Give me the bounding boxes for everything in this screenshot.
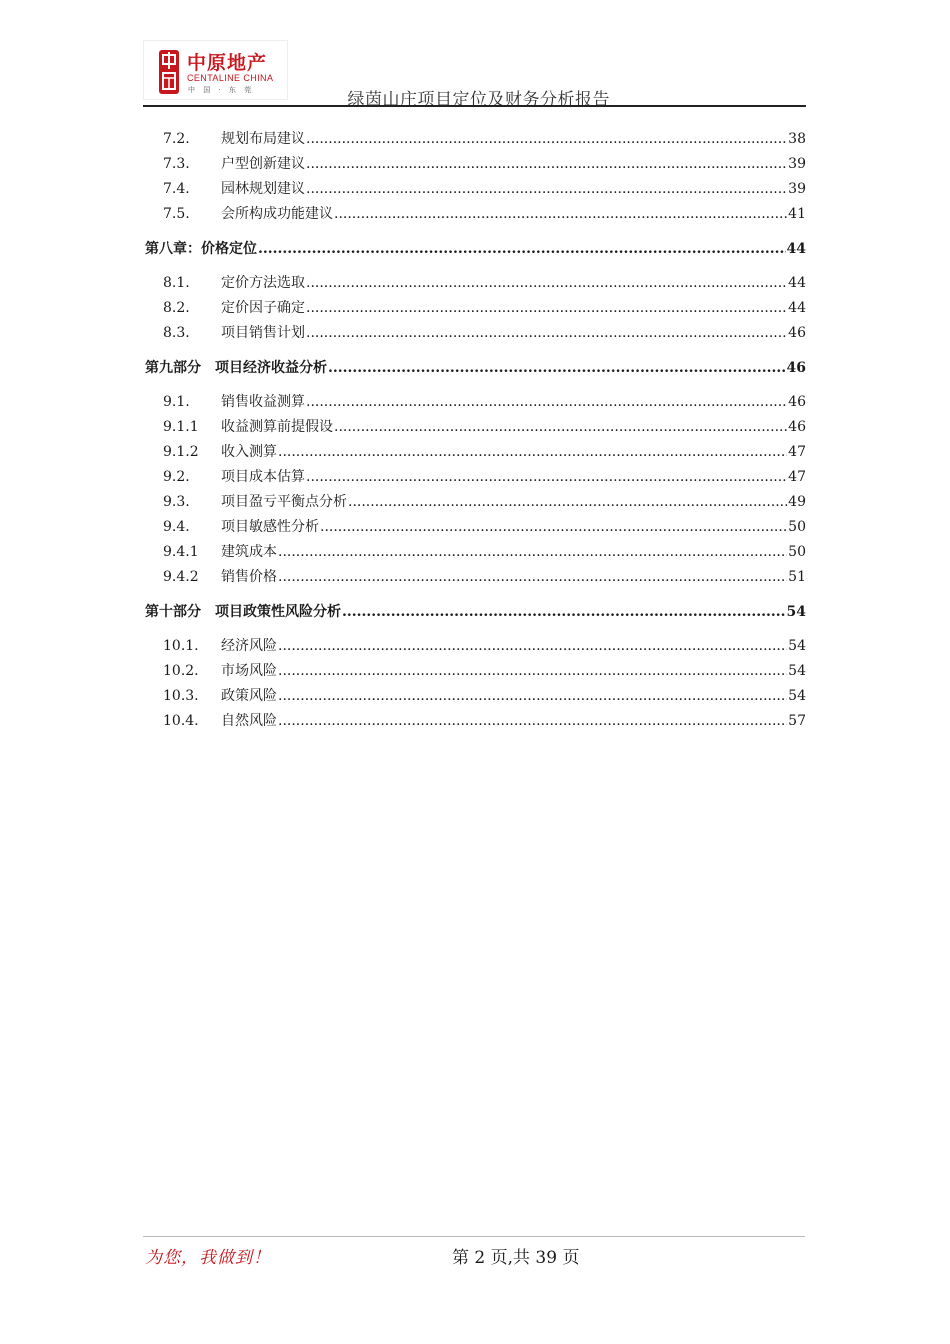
toc-leader-dots	[278, 713, 787, 729]
toc-section-number: 10.3.	[163, 688, 199, 704]
toc-section-entry[interactable]	[145, 516, 806, 536]
toc-page-number: 54	[788, 638, 806, 654]
toc-section-entry[interactable]	[145, 272, 806, 292]
toc-page-number: 57	[788, 713, 806, 729]
toc-leader-dots	[348, 494, 787, 510]
toc-leader-dots	[306, 325, 787, 341]
toc-page-number: 46	[788, 394, 806, 410]
toc-page-number: 46	[788, 419, 806, 435]
toc-section-number: 8.3.	[163, 325, 190, 341]
toc-section-number: 9.1.	[163, 394, 190, 410]
toc-chapter-entry[interactable]	[145, 357, 806, 377]
toc-section-number: 7.4.	[163, 181, 190, 197]
toc-leader-dots	[342, 604, 786, 620]
toc-entry-title: 第八章：价格定位	[145, 241, 257, 257]
page-header	[143, 40, 806, 108]
toc-entry-title: 自然风险	[221, 713, 277, 729]
toc-page-number: 46	[788, 325, 806, 341]
toc-section-entry[interactable]	[145, 635, 806, 655]
toc-section-number: 9.3.	[163, 494, 190, 510]
toc-leader-dots	[306, 181, 787, 197]
toc-entry-title: 园林规划建议	[221, 181, 305, 197]
toc-section-entry[interactable]	[145, 441, 806, 461]
toc-leader-dots	[278, 569, 787, 585]
toc-entry-title: 市场风险	[221, 663, 277, 679]
toc-entry-title: 定价方法选取	[221, 275, 305, 291]
toc-section-entry[interactable]	[145, 541, 806, 561]
toc-leader-dots	[306, 275, 787, 291]
toc-leader-dots	[278, 663, 787, 679]
toc-section-number: 10.2.	[163, 663, 199, 679]
toc-section-number: 7.5.	[163, 206, 190, 222]
toc-leader-dots	[278, 638, 787, 654]
toc-section-entry[interactable]	[145, 178, 806, 198]
toc-entry-title: 项目成本估算	[221, 469, 305, 485]
toc-leader-dots	[306, 131, 787, 147]
toc-section-entry[interactable]	[145, 322, 806, 342]
toc-page-number: 51	[788, 569, 806, 585]
toc-section-entry[interactable]	[145, 391, 806, 411]
toc-page-number: 38	[788, 131, 806, 147]
company-logo	[143, 40, 288, 100]
toc-entry-title: 定价因子确定	[221, 300, 305, 316]
page-number: 第 2 页,共 39 页	[452, 1248, 580, 1268]
toc-section-number: 9.2.	[163, 469, 190, 485]
toc-chapter-entry[interactable]	[145, 238, 806, 258]
toc-section-number: 9.4.1	[163, 544, 199, 560]
toc-page-number: 44	[788, 300, 806, 316]
toc-section-number: 7.3.	[163, 156, 190, 172]
toc-entry-title: 项目敏感性分析	[221, 519, 319, 535]
toc-page-number: 54	[788, 688, 806, 704]
toc-page-number: 44	[788, 275, 806, 291]
toc-section-number: 8.1.	[163, 275, 190, 291]
toc-section-entry[interactable]	[145, 566, 806, 586]
toc-page-number: 46	[786, 360, 806, 376]
footer-divider	[143, 1236, 805, 1237]
toc-page-number: 50	[788, 519, 806, 535]
toc-leader-dots	[278, 444, 787, 460]
toc-leader-dots	[306, 300, 787, 316]
toc-leader-dots	[278, 544, 787, 560]
logo-english-name: CENTALINE CHINA	[187, 73, 274, 83]
toc-section-entry[interactable]	[145, 203, 806, 223]
toc-page-number: 54	[786, 604, 806, 620]
toc-page-number: 41	[788, 206, 806, 222]
toc-page-number: 47	[788, 469, 806, 485]
toc-entry-title: 第九部分 项目经济收益分析	[145, 360, 327, 376]
document-title: 绿茵山庄项目定位及财务分析报告	[347, 90, 610, 110]
centaline-seal-icon	[158, 49, 180, 95]
toc-chapter-entry[interactable]	[145, 601, 806, 621]
toc-section-number: 9.4.2	[163, 569, 199, 585]
toc-section-number: 7.2.	[163, 131, 190, 147]
toc-leader-dots	[334, 206, 787, 222]
toc-entry-title: 销售收益测算	[221, 394, 305, 410]
toc-leader-dots	[278, 688, 787, 704]
toc-entry-title: 建筑成本	[221, 544, 277, 560]
toc-section-number: 8.2.	[163, 300, 190, 316]
toc-leader-dots	[328, 360, 786, 376]
toc-entry-title: 销售价格	[221, 569, 277, 585]
toc-section-number: 10.1.	[163, 638, 199, 654]
toc-page-number: 39	[788, 181, 806, 197]
toc-section-entry[interactable]	[145, 153, 806, 173]
toc-entry-title: 会所构成功能建议	[221, 206, 333, 222]
toc-leader-dots	[306, 156, 787, 172]
toc-section-entry[interactable]	[145, 491, 806, 511]
toc-entry-title: 收益测算前提假设	[221, 419, 333, 435]
toc-entry-title: 经济风险	[221, 638, 277, 654]
toc-entry-title: 项目盈亏平衡点分析	[221, 494, 347, 510]
toc-section-entry[interactable]	[145, 660, 806, 680]
logo-location: 中 国 · 东 莞	[188, 86, 255, 94]
toc-section-entry[interactable]	[145, 297, 806, 317]
toc-leader-dots	[334, 419, 787, 435]
toc-page-number: 44	[786, 241, 806, 257]
logo-chinese-name: 中原地产	[187, 52, 268, 74]
toc-section-number: 9.1.1	[163, 419, 199, 435]
toc-section-entry[interactable]	[145, 685, 806, 705]
toc-section-number: 9.1.2	[163, 444, 199, 460]
toc-section-number: 9.4.	[163, 519, 190, 535]
toc-page-number: 54	[788, 663, 806, 679]
toc-entry-title: 项目销售计划	[221, 325, 305, 341]
toc-leader-dots	[258, 241, 786, 257]
toc-entry-title: 收入测算	[221, 444, 277, 460]
toc-section-entry[interactable]	[145, 466, 806, 486]
toc-section-entry[interactable]	[145, 710, 806, 730]
toc-leader-dots	[306, 469, 787, 485]
toc-leader-dots	[306, 394, 787, 410]
toc-page-number: 47	[788, 444, 806, 460]
toc-entry-title: 户型创新建议	[221, 156, 305, 172]
toc-leader-dots	[320, 519, 787, 535]
header-divider	[143, 105, 806, 107]
toc-entry-title: 政策风险	[221, 688, 277, 704]
toc-page-number: 50	[788, 544, 806, 560]
toc-page-number: 39	[788, 156, 806, 172]
toc-page-number: 49	[788, 494, 806, 510]
footer-slogan: 为您，我做到！	[145, 1248, 271, 1268]
toc-section-entry[interactable]	[145, 416, 806, 436]
toc-section-number: 10.4.	[163, 713, 199, 729]
toc-section-entry[interactable]	[145, 128, 806, 148]
toc-entry-title: 规划布局建议	[221, 131, 305, 147]
toc-entry-title: 第十部分 项目政策性风险分析	[145, 604, 341, 620]
